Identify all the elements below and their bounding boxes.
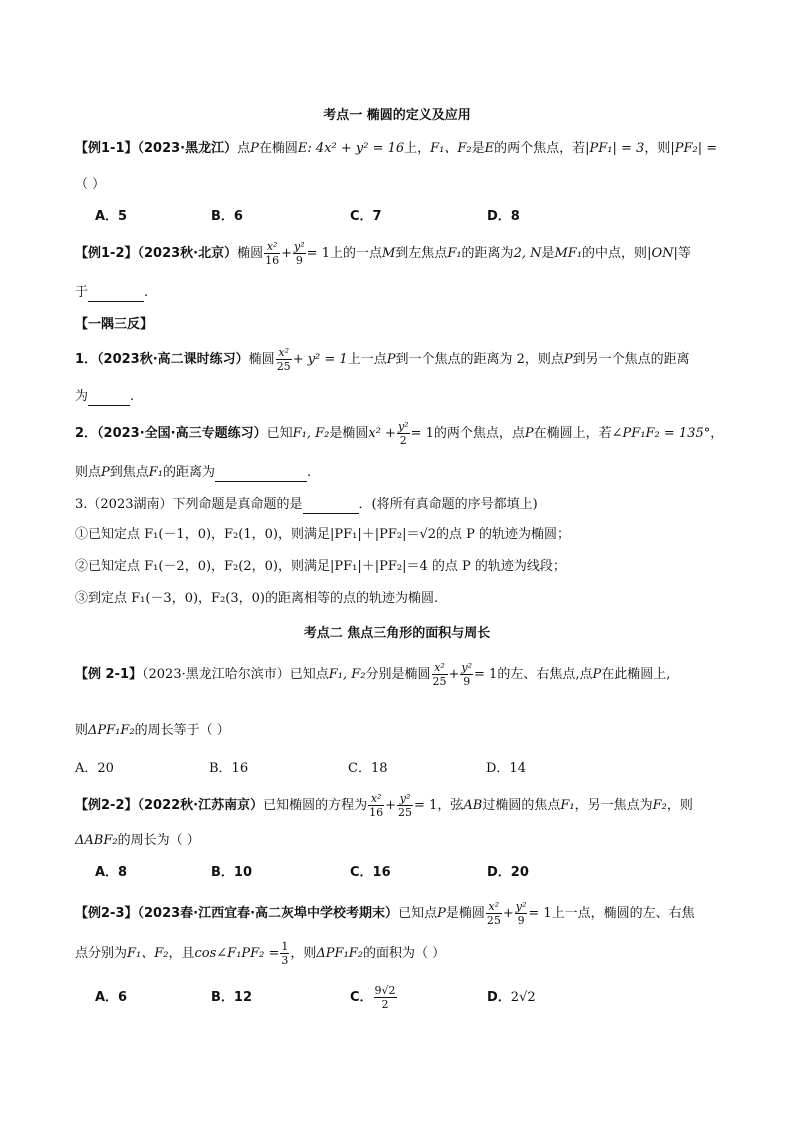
text: ，则 <box>666 798 693 813</box>
text: 在椭圆 <box>258 141 298 156</box>
answer-blank <box>303 499 359 514</box>
example-label: 【例 2-1】 <box>75 667 143 682</box>
text: 过椭圆的焦点 <box>482 798 561 813</box>
foci: F₁, F₂ <box>292 426 330 441</box>
plus: + <box>448 667 460 682</box>
text: 已知点 <box>289 667 329 682</box>
example-source: （2023秋·北京） <box>137 246 238 261</box>
text: 到一个焦点的距离为 2，则点 <box>395 352 564 367</box>
fraction-y2-9: $\frac{\text{y²}}{9}$ <box>515 900 527 927</box>
var-f1: F₁ <box>447 246 462 261</box>
text: . <box>307 465 312 480</box>
condition: |PF₁| = 3 <box>585 141 645 156</box>
text: 于 <box>75 285 89 300</box>
text: 已知点 <box>398 906 438 921</box>
fraction-y2-9: $\frac{\text{y²}}{9}$ <box>294 240 305 267</box>
text: ， <box>710 426 724 441</box>
abs-on: |ON| <box>647 246 678 261</box>
var-p: P <box>101 465 110 480</box>
option-c: C．7 <box>350 209 382 224</box>
text: . <box>130 389 135 404</box>
option-d: D．8 <box>487 209 520 224</box>
fraction-y2-25: $\frac{\text{y²}}{25}$ <box>398 792 413 819</box>
text: 到焦点 <box>109 465 149 480</box>
question-number: 3. <box>75 497 88 512</box>
foci: F₁, F₂ <box>328 667 366 682</box>
section-title-2: 考点二 焦点三角形的面积与周长 <box>303 626 491 641</box>
var-p: P <box>563 352 573 367</box>
equals-one: = 1 <box>528 906 552 921</box>
example-2-3 <box>75 900 724 928</box>
example-label: 【例2-3】 <box>75 906 138 921</box>
question-source: （2023湖南） <box>87 497 173 512</box>
question-2 <box>75 420 724 448</box>
option-b: B．6 <box>211 209 243 224</box>
fraction-9sqrt2-2: $\frac{9√2}{2}$ <box>374 984 396 1011</box>
text: 到左焦点 <box>395 246 448 261</box>
triangle: ΔABF₂ <box>75 833 118 848</box>
option-c: C． $\frac{9√2}{2}$ <box>350 984 396 1011</box>
fraction-1-3: $\frac{1}{3}$ <box>281 940 289 967</box>
option-c: C．16 <box>350 865 391 880</box>
text: ，且 <box>168 946 195 961</box>
var-p: P <box>524 426 534 441</box>
value: 2, N <box>513 246 542 261</box>
var-p: P <box>386 352 396 367</box>
ellipse-equation: E: 4x² + y² = 16 <box>297 141 405 156</box>
option-a: A．5 <box>95 209 128 224</box>
option-b: B．16 <box>209 761 249 776</box>
text: 分别是椭圆 <box>365 667 431 682</box>
text: ，则 <box>644 141 671 156</box>
question-source: （2023秋·高二课时练习） <box>97 352 249 367</box>
fraction-x2-25: $\frac{\text{x²}}{25}$ <box>486 900 501 927</box>
statement-1: ①已知定点 F₁(－1，0)，F₂(1，0)，则满足|PF₁|＋|PF₂|＝√2的点 P 的轨迹为椭圆； <box>75 527 571 542</box>
text: 上的一点 <box>329 246 382 261</box>
fraction-x2-16: $\frac{\text{x²}}{16}$ <box>369 792 384 819</box>
statement-2: ②已知定点 F₁(－2，0)，F₂(2，0)，则满足|PF₁|＋|PF₂|＝4 的点 P 的轨迹为线段； <box>75 559 566 574</box>
text: 则 <box>75 723 89 738</box>
text: 的周长为（ ） <box>117 833 200 848</box>
option-d: D．2√2 <box>487 990 536 1005</box>
question-3 <box>75 496 724 514</box>
text: 的中点，则 <box>582 246 648 261</box>
text: ，另一焦点为 <box>574 798 653 813</box>
plus: + <box>281 246 293 261</box>
text: 上， <box>404 141 431 156</box>
equation-part: x² + <box>368 426 396 441</box>
text: 是 <box>541 246 555 261</box>
var-p: P <box>437 906 446 921</box>
equals-one: = 1 <box>306 246 330 261</box>
example-2-1 <box>75 660 724 690</box>
segment: MF₁ <box>554 246 583 261</box>
example-source: （2023·黑龙江） <box>137 141 238 156</box>
example-source: （2023·黑龙江哈尔滨市） <box>142 667 290 682</box>
text: 上一点，椭圆的左、右焦 <box>551 906 695 921</box>
fraction-x2-16: $\frac{\text{x²}}{16}$ <box>265 240 280 267</box>
text: 在此椭圆上, <box>601 667 671 682</box>
var-f1: F₁ <box>148 465 164 480</box>
example-2-3-cont <box>75 940 724 968</box>
text: 的距离为 <box>461 246 514 261</box>
text: 是椭圆 <box>445 906 485 921</box>
triangle: ΔPF₁F₂ <box>316 946 364 961</box>
var-f1: F₁ <box>560 798 575 813</box>
option-b: B．12 <box>211 990 252 1005</box>
answer-blank <box>215 467 307 482</box>
var-f2: F₂ <box>652 798 667 813</box>
text: 下列命题是真命题的是 <box>172 497 303 512</box>
fraction-x2-25: $\frac{\text{x²}}{25}$ <box>432 661 447 688</box>
example-source: （2023春·江西宜春·高二灰埠中学校考期末） <box>137 906 399 921</box>
answer-blank <box>88 391 130 406</box>
example-1-1 <box>75 140 724 158</box>
text: 的周长等于（ ） <box>134 723 230 738</box>
question-number: 1． <box>75 352 98 367</box>
section-title-1: 考点一 椭圆的定义及应用 <box>323 108 471 123</box>
var-e: E <box>484 141 495 156</box>
example-label: 【例1-2】 <box>75 246 138 261</box>
text: ，弦 <box>437 798 464 813</box>
paren: （ ） <box>75 177 106 192</box>
equals-one: = 1 <box>410 426 434 441</box>
option-a: A．6 <box>95 990 128 1005</box>
text: 是椭圆 <box>329 426 369 441</box>
question-2-cont <box>75 464 724 482</box>
text: 的两个焦点，点 <box>433 426 525 441</box>
example-label: 【例1-1】 <box>75 141 138 156</box>
var-m: M <box>381 246 396 261</box>
text: 椭圆 <box>237 246 264 261</box>
practice-heading: 【一隅三反】 <box>75 317 154 332</box>
text: 椭圆 <box>248 352 275 367</box>
plus: + <box>502 906 514 921</box>
equals-one: = 1 <box>414 798 438 813</box>
text: 已知椭圆的方程为 <box>263 798 368 813</box>
text: 等 <box>677 246 691 261</box>
text: 上一点 <box>347 352 387 367</box>
option-b: B．10 <box>211 865 252 880</box>
fraction-y2-2: $\frac{\text{y²}}{2}$ <box>397 420 409 447</box>
question-1-cont <box>75 388 724 406</box>
text: 点分别为 <box>75 946 128 961</box>
question: |PF₂| = <box>670 141 718 156</box>
statement-3: ③到定点 F₁(－3，0)，F₂(3，0)的距离相等的点的轨迹为椭圆. <box>75 591 439 606</box>
text: 点 <box>237 141 251 156</box>
example-label: 【例2-2】 <box>75 798 138 813</box>
option-a: A．20 <box>75 761 114 776</box>
plus: + <box>385 798 397 813</box>
text: 的左、右焦点,点 <box>497 667 593 682</box>
text: ．(将所有真命题的序号都填上) <box>358 497 538 512</box>
question-number: 2． <box>75 426 98 441</box>
option-a: A．8 <box>95 865 128 880</box>
equation-part: + y² = 1 <box>292 352 348 367</box>
example-1-2 <box>75 240 724 268</box>
text: 的距离为 <box>163 465 216 480</box>
option-d: D．14 <box>486 761 526 776</box>
text: ，则 <box>290 946 317 961</box>
text: . <box>144 285 149 300</box>
text: 则点 <box>75 465 102 480</box>
foci: F₁、F₂ <box>127 946 169 961</box>
foci: F₁、F₂ <box>430 141 472 156</box>
equals-one: = 1 <box>474 667 498 682</box>
question-1 <box>75 346 724 374</box>
text: 是 <box>471 141 485 156</box>
option-c: C．18 <box>348 761 388 776</box>
angle: ∠PF₁F₂ = 135° <box>611 426 711 441</box>
example-1-2-cont <box>75 284 724 302</box>
question-source: （2023·全国·高三专题练习） <box>97 426 267 441</box>
example-2-1-cont <box>75 722 724 740</box>
text: 的面积为（ ） <box>363 946 446 961</box>
chord: AB <box>463 798 483 813</box>
text: 为 <box>75 389 89 404</box>
text: 的两个焦点，若 <box>494 141 586 156</box>
text: 在椭圆上，若 <box>533 426 612 441</box>
text: 已知 <box>266 426 293 441</box>
cosine: cos∠F₁PF₂ = <box>194 946 280 961</box>
text: 到另一个焦点的距离 <box>572 352 690 367</box>
example-2-2 <box>75 792 724 820</box>
fraction-x2-25: $\frac{\text{x²}}{25}$ <box>276 346 291 373</box>
example-2-2-cont <box>75 832 724 850</box>
fraction-y2-9: $\frac{\text{y²}}{9}$ <box>461 661 473 688</box>
answer-blank <box>88 287 144 302</box>
triangle: ΔPF₁F₂ <box>88 723 135 738</box>
var-p: P <box>250 141 259 156</box>
var-p: P <box>592 667 602 682</box>
example-source: （2022秋·江苏南京） <box>137 798 264 813</box>
option-d: D．20 <box>487 865 529 880</box>
